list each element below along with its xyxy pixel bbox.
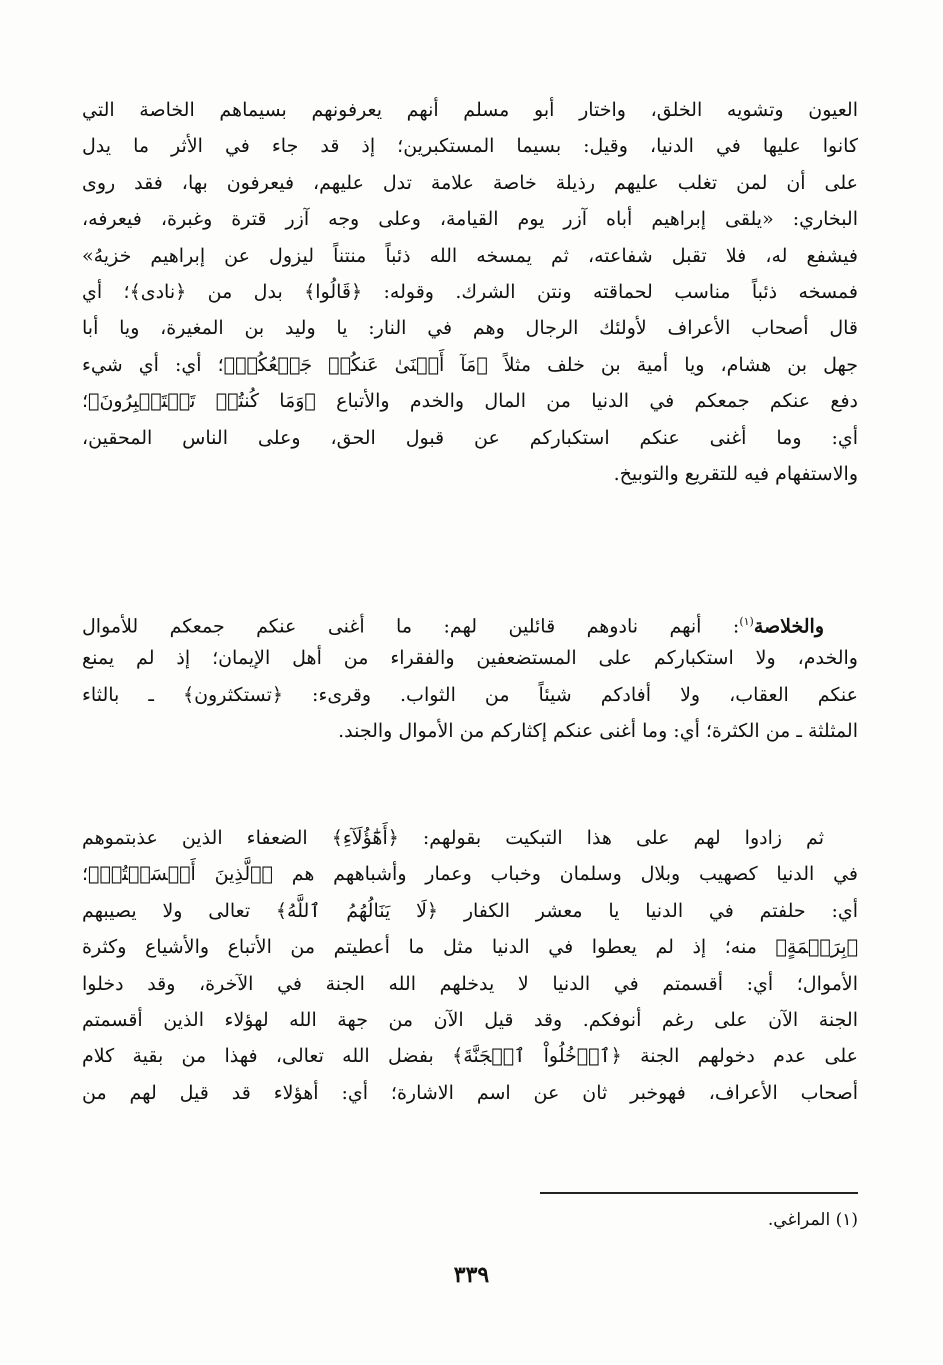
footnote-ref: (١) <box>739 615 754 628</box>
text-line: المثلثة ـ من الكثرة؛ أي: وما أغنى عنكم إكثاركم من الأموال والجند. <box>338 720 858 743</box>
footnote-divider <box>540 1192 858 1194</box>
text-line: أي: حلفتم في الدنيا يا معشر الكفار ﴿لَا يَنَالُهُمُ ٱللَّهُ﴾ تعالى ولا يصيبهم <box>82 899 858 922</box>
text-line: عنكم العقاب، ولا أفادكم شيئاً من الثواب. وقرىء: ﴿تستكثرون﴾ ـ بالثاء <box>82 683 858 706</box>
text-line: الأموال؛ أي: أقسمتم في الدنيا لا يدخلهم الله الجنة في الآخرة، وقد دخلوا <box>82 972 858 995</box>
text-line: والاستفهام فيه للتقريع والتوبيخ. <box>613 462 858 485</box>
text-line: فيشفع له، فلا تقبل شفاعته، ثم يمسخه الله ذئباً منتناً ليزول عن إبراهيم خزيهُ» <box>82 244 858 267</box>
text-run: : أنهم نادوهم قائلين لهم: ما أغنى عنكم جمعكم للأموال <box>82 615 740 638</box>
text-line: على عدم دخولهم الجنة ﴿ٱدۡخُلُواْ ٱلۡجَنَّةَ﴾ بفضل الله تعالى، فهذا من بقية كلام <box>82 1045 858 1068</box>
page-number: ٣٣٩ <box>453 1262 490 1288</box>
text-line: قال أصحاب الأعراف لأولئك الرجال وهم في النار: يا وليد بن المغيرة، ويا أبا <box>82 317 858 340</box>
text-line: البخاري: «يلقى إبراهيم أباه آزر يوم القيامة، وعلى وجه آزر قترة وغبرة، فيعرفه، <box>82 208 858 231</box>
text-line: على أن لمن تغلب عليهم رذيلة خاصة علامة تدل عليهم، فيعرفون بها، فقد روى <box>82 171 858 194</box>
text-line: في الدنيا كصهيب وبلال وسلمان وخباب وعمار وأشباههم هم ﴿ٱلَّذِينَ أَقۡسَمۡتُمۡ﴾؛ <box>82 863 858 886</box>
text-line-first <box>82 604 858 640</box>
paragraph-3 <box>82 820 858 1111</box>
footnote: (١) المراغي. <box>767 1210 858 1230</box>
text-line: جهل بن هشام، ويا أمية بن خلف مثلاً ﴿مَآ أَغۡنَىٰ عَنكُمۡ جَمۡعُكُمۡ﴾؛ أي: أي شيء <box>82 353 858 376</box>
text-line: أصحاب الأعراف، فهوخبر ثان عن اسم الاشارة؛ أي: أهؤلاء قد قيل لهم من <box>82 1081 858 1104</box>
text-line: والخدم، ولا استكباركم على المستضعفين والفقراء من أهل الإيمان؛ إذ لم يمنع <box>82 647 858 670</box>
text-line: دفع عنكم جمعكم في الدنيا من المال والخدم والأتباع ﴿وَمَا كُنتُمۡ تَسۡتَكۡبِرُونَ﴾؛ <box>82 390 858 413</box>
text-line: فمسخه ذئباً مناسب لحماقته ونتن الشرك. وقوله: ﴿قَالُوا﴾ بدل من ﴿نادى﴾؛ أي <box>82 280 858 303</box>
paragraph-2 <box>82 604 858 750</box>
text-line: ﴿بِرَحۡمَةٍ﴾ منه؛ إذ لم يعطوا في الدنيا مثل ما أعطيتم من الأتباع والأشياع وكثرة <box>82 936 858 959</box>
text-line: أي: وما أغنى عنكم استكباركم عن قبول الحق، وعلى الناس المحقين، <box>82 426 858 449</box>
paragraph-1 <box>82 92 858 492</box>
text-line: الجنة الآن على رغم أنوفكم. وقد قيل الآن من جهة الله لهؤلاء الذين أقسمتم <box>82 1008 858 1031</box>
text-line: كانوا عليها في الدنيا، وقيل: بسيما المستكبرين؛ إذ قد جاء في الأثر ما يدل <box>82 135 858 158</box>
text-line: العيون وتشويه الخلق، واختار أبو مسلم أنهم يعرفونهم بسيماهم الخاصة التي <box>82 99 858 121</box>
text-line: ثم زادوا لهم على هذا التبكيت بقولهم: ﴿أَهَٰٓؤُلَآءِ﴾ الضعفاء الذين عذبتموهم <box>82 827 824 849</box>
summary-heading: والخلاصة <box>753 615 824 638</box>
